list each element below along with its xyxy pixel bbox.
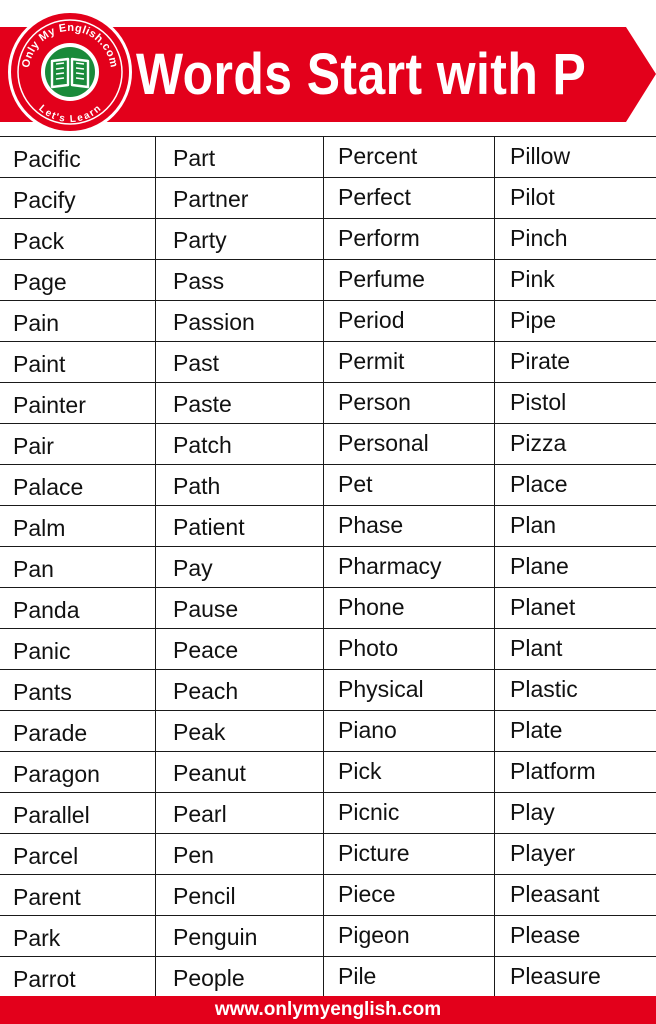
- table-row: [0, 670, 656, 711]
- word-cell: Pants: [0, 670, 156, 710]
- word-cell: Pleasure: [510, 963, 601, 989]
- word-cell: Parcel: [0, 834, 156, 874]
- logo-graphic: [11, 13, 129, 131]
- word-cell: People: [156, 957, 324, 997]
- word-cell: Pigeon: [324, 916, 495, 956]
- word-cell: Pirate: [510, 348, 571, 374]
- word-cell: Parade: [0, 711, 156, 751]
- word-cell: Palace: [0, 465, 156, 505]
- word-cell: Pencil: [156, 875, 324, 915]
- logo-top-text: Only My English.com: [20, 21, 120, 69]
- word-cell: Pizza: [510, 430, 567, 456]
- word-cell: Painter: [0, 383, 156, 423]
- word-cell: Page: [0, 260, 156, 300]
- table-row: [0, 547, 656, 588]
- table-row: [0, 301, 656, 342]
- word-cell: Pan: [0, 547, 156, 587]
- word-cell: Party: [156, 219, 324, 259]
- word-cell: Pink: [510, 266, 555, 292]
- word-cell: Paste: [156, 383, 324, 423]
- word-cell: Parrot: [0, 957, 156, 997]
- footer-url[interactable]: www.onlymyenglish.com: [0, 996, 656, 1024]
- word-cell: Perfect: [324, 178, 495, 218]
- table-row: [0, 178, 656, 219]
- word-cell: Piano: [324, 711, 495, 751]
- word-cell: Pleasant: [510, 881, 600, 907]
- word-cell: Pick: [324, 752, 495, 792]
- word-cell: Percent: [324, 137, 495, 177]
- word-cell: Panic: [0, 629, 156, 669]
- word-cell: Past: [156, 342, 324, 382]
- word-cell: Plane: [510, 553, 569, 579]
- word-cell: Platform: [510, 758, 596, 784]
- table-row: [0, 793, 656, 834]
- word-cell: Peace: [156, 629, 324, 669]
- word-cell: Patient: [156, 506, 324, 546]
- table-row: [0, 260, 656, 301]
- word-cell: Passion: [156, 301, 324, 341]
- header: [0, 0, 656, 130]
- word-cell: Pair: [0, 424, 156, 464]
- word-cell: Physical: [324, 670, 495, 710]
- word-cell: Pacific: [0, 137, 156, 177]
- word-cell: Pearl: [156, 793, 324, 833]
- word-cell: Perform: [324, 219, 495, 259]
- table-row: [0, 629, 656, 670]
- logo-bottom-text: Let's Learn: [36, 103, 104, 126]
- word-cell: Park: [0, 916, 156, 956]
- word-cell: Part: [156, 137, 324, 177]
- word-cell: Piece: [324, 875, 495, 915]
- word-cell: Partner: [156, 178, 324, 218]
- word-cell: Place: [510, 471, 568, 497]
- word-cell: Parent: [0, 875, 156, 915]
- word-table: [0, 136, 656, 998]
- word-cell: Personal: [324, 424, 495, 464]
- word-cell: Person: [324, 383, 495, 423]
- word-cell: Peak: [156, 711, 324, 751]
- word-cell: Pinch: [510, 225, 568, 251]
- table-row: [0, 383, 656, 424]
- word-cell: Paragon: [0, 752, 156, 792]
- word-cell: Pain: [0, 301, 156, 341]
- word-cell: Patch: [156, 424, 324, 464]
- svg-text:Let's Learn: [36, 103, 103, 125]
- word-cell: Pile: [324, 957, 495, 997]
- site-logo: [8, 10, 132, 134]
- table-row: [0, 424, 656, 465]
- table-row: [0, 752, 656, 793]
- word-cell: Penguin: [156, 916, 324, 956]
- word-cell: Player: [510, 840, 576, 866]
- table-row: [0, 957, 656, 998]
- word-cell: Peach: [156, 670, 324, 710]
- word-cell: Pacify: [0, 178, 156, 218]
- table-row: [0, 875, 656, 916]
- table-row: [0, 916, 656, 957]
- page-title: Words Start with P: [136, 42, 587, 107]
- table-row: [0, 834, 656, 875]
- word-cell: Panda: [0, 588, 156, 628]
- word-cell: Plan: [510, 512, 557, 538]
- word-cell: Picture: [324, 834, 495, 874]
- word-cell: Pack: [0, 219, 156, 259]
- word-cell: Planet: [510, 594, 576, 620]
- word-cell: Phone: [324, 588, 495, 628]
- word-cell: Pause: [156, 588, 324, 628]
- word-cell: Perfume: [324, 260, 495, 300]
- word-cell: Plant: [510, 635, 563, 661]
- word-cell: Plastic: [510, 676, 578, 702]
- word-cell: Pipe: [510, 307, 557, 333]
- word-cell: Pen: [156, 834, 324, 874]
- word-cell: Plate: [510, 717, 563, 743]
- word-cell: Peanut: [156, 752, 324, 792]
- table-row: [0, 137, 656, 178]
- word-cell: Please: [510, 922, 581, 948]
- table-row: [0, 711, 656, 752]
- word-cell: Picnic: [324, 793, 495, 833]
- word-cell: Permit: [324, 342, 495, 382]
- word-cell: Path: [156, 465, 324, 505]
- table-row: [0, 219, 656, 260]
- word-cell: Pay: [156, 547, 324, 587]
- word-cell: Pillow: [510, 143, 571, 169]
- word-cell: Phase: [324, 506, 495, 546]
- word-cell: Pharmacy: [324, 547, 495, 587]
- word-cell: Pistol: [510, 389, 567, 415]
- word-cell: Paint: [0, 342, 156, 382]
- word-cell: Pilot: [510, 184, 555, 210]
- word-cell: Palm: [0, 506, 156, 546]
- word-cell: Pass: [156, 260, 324, 300]
- word-cell: Period: [324, 301, 495, 341]
- table-row: [0, 465, 656, 506]
- word-cell: Play: [510, 799, 555, 825]
- table-row: [0, 588, 656, 629]
- word-cell: Photo: [324, 629, 495, 669]
- word-cell: Pet: [324, 465, 495, 505]
- table-row: [0, 342, 656, 383]
- table-row: [0, 506, 656, 547]
- word-cell: Parallel: [0, 793, 156, 833]
